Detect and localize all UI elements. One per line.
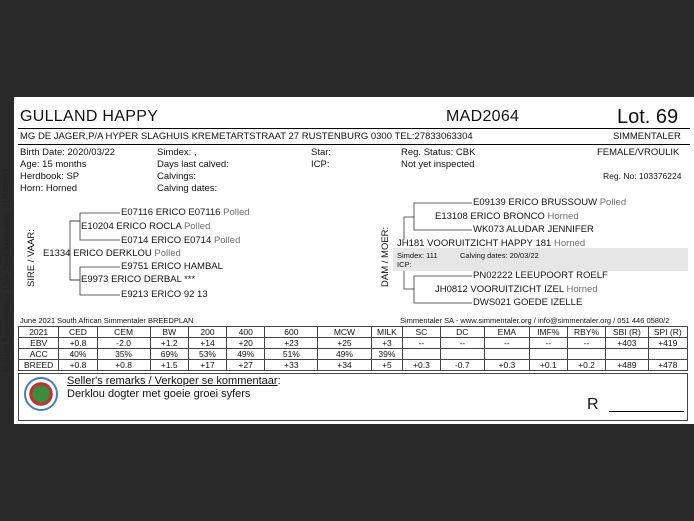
- dam-gd-dam: [473, 297, 582, 308]
- ped-note: ***: [184, 274, 196, 285]
- horn-status: Horn: Horned: [20, 183, 78, 194]
- ped-name: E07116 ERICO E07116: [121, 207, 221, 218]
- ped-name: WK073 ALUDAR JENNIFER: [473, 224, 594, 235]
- ebv-cell: [648, 349, 687, 360]
- price-line[interactable]: [609, 411, 684, 412]
- remarks-colon: :: [277, 375, 281, 387]
- ebv-cell: [440, 349, 485, 360]
- ped-name: JH0812 VOORUITZICHT IZEL: [435, 284, 564, 295]
- ebv-cell: +20: [227, 338, 265, 349]
- ped-name: JH181 VOORUITZICHT HAPPY 181: [397, 238, 552, 249]
- ebv-cell: [529, 349, 567, 360]
- owner-line: MG DE JAGER,P/A HYPER SLAGHUIS KREMETARTSTRAAT 27 RUSTENBURG 0300 TEL:27833063304: [20, 131, 473, 142]
- ped-name: E1334 ERICO DERKLOU: [43, 248, 152, 259]
- ebv-cell: +23: [265, 338, 318, 349]
- ebv-cell: +419: [648, 338, 687, 349]
- ebv-cell: +478: [648, 360, 687, 371]
- breedplan-caption: June 2021 South African Simmentaler BREEDPLAN: [20, 316, 194, 325]
- ebv-cell: --: [567, 338, 605, 349]
- ebv-cell: [567, 349, 605, 360]
- ebv-cell: [485, 349, 530, 360]
- ped-name: E09139 ERICO BRUSSOUW: [473, 197, 598, 208]
- ebv-cell: 40%: [59, 349, 97, 360]
- reg-status: Reg. Status: CBK: [401, 147, 476, 158]
- calving-dates: Calving dates:: [157, 183, 218, 194]
- ebv-cell: BREED: [19, 360, 59, 371]
- ped-name: E13108 ERICO BRONCO: [435, 211, 545, 222]
- ebv-row: [19, 338, 688, 349]
- ebv-cell: --: [485, 338, 530, 349]
- ebv-cell: SBI (R): [606, 327, 648, 338]
- ebv-cell: EMA: [485, 327, 530, 338]
- remarks-box: [18, 373, 688, 421]
- dam-gd-sire: [473, 270, 608, 281]
- side-caption: Gulland Simmentalers 13de Produksieveiling, 21/07/2021: [2, 168, 12, 372]
- herdbook: Herdbook: SP: [20, 171, 80, 182]
- ebv-cell: IMF%: [529, 327, 567, 338]
- ebv-cell: EBV: [19, 338, 59, 349]
- ebv-cell: MCW: [318, 327, 371, 338]
- ebv-cell: +0.1: [529, 360, 567, 371]
- ebv-cell: 49%: [227, 349, 265, 360]
- ebv-cell: --: [529, 338, 567, 349]
- ebv-cell: +1.2: [150, 338, 188, 349]
- ebv-cell: +0.2: [567, 360, 605, 371]
- sire-grand-sire: [81, 221, 210, 232]
- ebv-cell: +0.3: [485, 360, 530, 371]
- ebv-cell: MILK: [371, 327, 403, 338]
- ebv-cell: +403: [606, 338, 648, 349]
- ebv-cell: 53%: [188, 349, 226, 360]
- ebv-header-row: [19, 327, 688, 338]
- sire: [43, 248, 181, 259]
- ped-name: E10204 ERICO ROCLA: [81, 221, 182, 232]
- ebv-cell: 200: [188, 327, 226, 338]
- ebv-cell: 39%: [371, 349, 403, 360]
- sex: FEMALE/VROULIK: [597, 147, 680, 158]
- ebv-cell: CEM: [97, 327, 150, 338]
- ebv-cell: RBY%: [567, 327, 605, 338]
- sire-grand-grand-dam: [121, 235, 240, 246]
- ebv-cell: CED: [59, 327, 97, 338]
- ebv-cell: --: [440, 338, 485, 349]
- ebv-cell: [606, 349, 648, 360]
- dam: [397, 238, 585, 249]
- ped-name: E9751 ERICO HAMBAL: [121, 261, 223, 272]
- ped-name: PN02222 LEEUPOORT ROELF: [473, 270, 608, 281]
- age: Age: 15 months: [20, 159, 87, 170]
- ped-note: Polled: [599, 197, 627, 208]
- ebv-cell: ACC: [19, 349, 59, 360]
- lot-number: Lot. 69: [617, 106, 679, 128]
- sire-gd-sire: [121, 261, 223, 272]
- simdex: Simdex: ,: [157, 147, 197, 158]
- ebv-cell: 69%: [150, 349, 188, 360]
- ebv-cell: --: [403, 338, 440, 349]
- sire-gd-dam: [121, 289, 208, 300]
- society-logo-icon: [24, 377, 58, 411]
- ped-note: Horned: [553, 238, 586, 249]
- animal-code: MAD2064: [446, 108, 520, 125]
- ped-name: E9213 ERICO 92 13: [121, 289, 208, 300]
- ebv-cell: SPI (R): [648, 327, 687, 338]
- remarks-title: [67, 375, 281, 387]
- ebv-cell: 49%: [318, 349, 371, 360]
- dam-grand-sire: [435, 211, 579, 222]
- dam-label: DAM / MOER:: [380, 226, 391, 287]
- ebv-cell: +1.5: [150, 360, 188, 371]
- society-contact: Simmentaler SA - www.simmentaler.org / info@simmentaler.org / 051 446 0580/2: [400, 316, 670, 325]
- dam-grand-grand-sire: [473, 197, 626, 208]
- ebv-cell: DC: [440, 327, 485, 338]
- ebv-cell: [403, 349, 440, 360]
- ebv-cell: +25: [318, 338, 371, 349]
- ebv-cell: +14: [188, 338, 226, 349]
- ebv-cell: +34: [318, 360, 371, 371]
- star: Star:: [311, 147, 332, 158]
- ebv-cell: +33: [265, 360, 318, 371]
- animal-name: GULLAND HAPPY: [20, 108, 159, 125]
- icp: ICP:: [311, 159, 330, 170]
- ebv-table: [18, 326, 688, 371]
- reg-number: Reg. No: 103376224: [603, 171, 682, 181]
- dam-grand-grand-dam: [473, 224, 594, 235]
- dam-grand-dam: [435, 284, 598, 295]
- sire-grand-grand-sire: [121, 207, 250, 218]
- breed: SIMMENTALER: [613, 131, 681, 142]
- lot-card: [14, 97, 694, 424]
- ped-name: E9973 ERICO DERBAL: [81, 274, 182, 285]
- ped-note: Polled: [223, 207, 250, 218]
- ebv-cell: 51%: [265, 349, 318, 360]
- days-last-calved: Days last calved:: [157, 159, 229, 170]
- ebv-cell: 400: [227, 327, 265, 338]
- ebv-cell: -2.0: [97, 338, 150, 349]
- inspection-status: Not yet inspected: [401, 159, 475, 170]
- ebv-cell: +0.8: [97, 360, 150, 371]
- ebv-cell: +0.8: [59, 360, 97, 371]
- ebv-cell: +489: [606, 360, 648, 371]
- ped-note: Horned: [566, 284, 598, 295]
- ped-note: Horned: [547, 211, 579, 222]
- ebv-cell: 2021: [19, 327, 59, 338]
- sire-label: SIRE / VAAR:: [26, 229, 37, 287]
- ebv-cell: +0.3: [403, 360, 440, 371]
- ebv-row: [19, 349, 688, 360]
- calvings: Calvings:: [157, 171, 197, 182]
- birth-date: Birth Date: 2020/03/22: [20, 147, 116, 158]
- remarks-title-text: Seller's remarks / Verkoper se kommentaar: [67, 375, 278, 387]
- dam-icp: ICP:: [397, 260, 412, 269]
- remarks-text: Derklou dogter met goeie groei syfers: [67, 388, 251, 400]
- price-prefix: R: [587, 396, 599, 413]
- dam-simdex: Simdex: 111: [397, 251, 438, 260]
- dam-calving-dates: Calving dates: 20/03/22: [460, 251, 539, 260]
- ebv-cell: -0.7: [440, 360, 485, 371]
- ebv-cell: +17: [188, 360, 226, 371]
- ped-note: Polled: [183, 221, 211, 232]
- ebv-row: [19, 360, 688, 371]
- ebv-cell: +5: [371, 360, 403, 371]
- ped-note: Polled: [154, 248, 181, 259]
- ebv-cell: +0.8: [59, 338, 97, 349]
- ped-name: E0714 ERICO E0714: [121, 235, 212, 246]
- ped-name: DWS021 GOEDE IZELLE: [473, 297, 583, 308]
- ebv-cell: +27: [227, 360, 265, 371]
- sire-grand-dam: [81, 274, 195, 285]
- ebv-cell: +3: [371, 338, 403, 349]
- ebv-cell: 600: [265, 327, 318, 338]
- ebv-cell: BW: [150, 327, 188, 338]
- ebv-cell: SC: [403, 327, 440, 338]
- ped-note: Polled: [213, 235, 241, 246]
- ebv-cell: 35%: [97, 349, 150, 360]
